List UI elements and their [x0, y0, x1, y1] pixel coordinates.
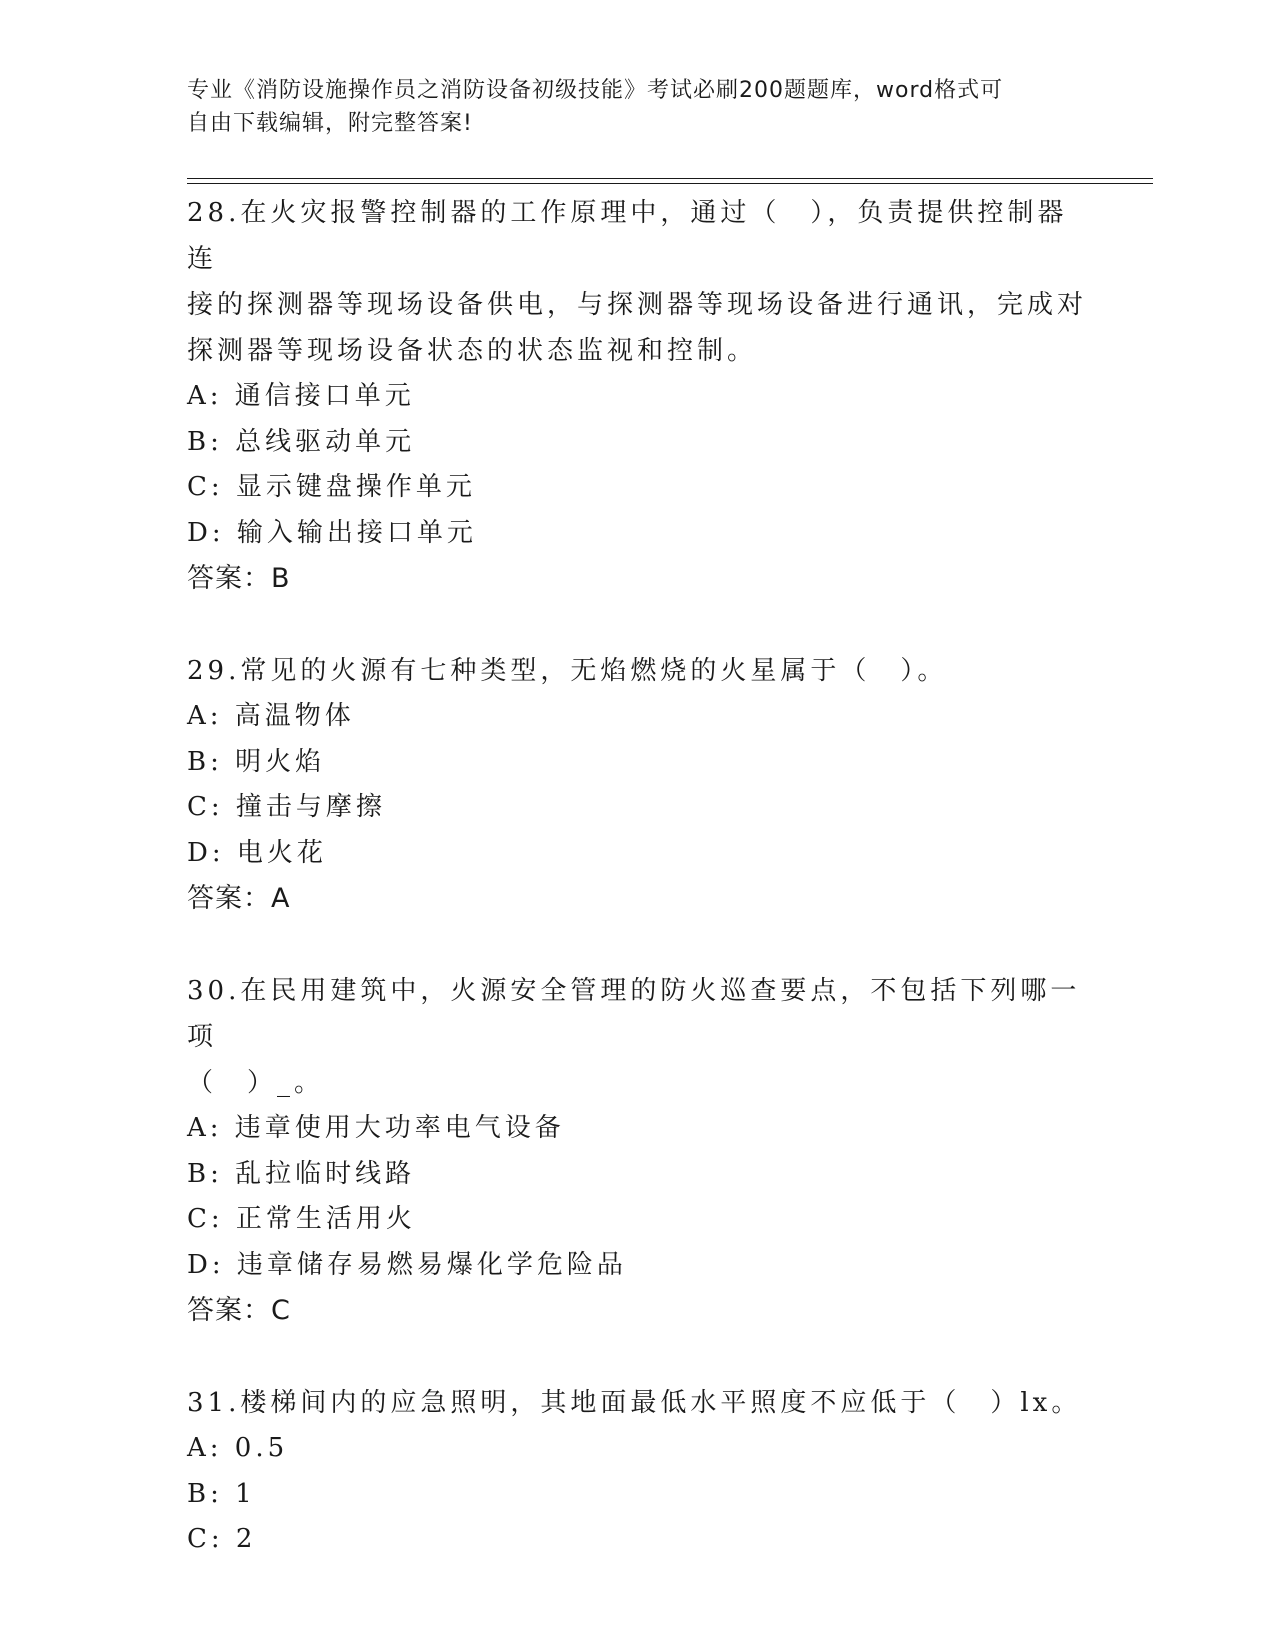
question-stem — [187, 190, 1087, 374]
answer: 答案：B — [187, 563, 291, 594]
option-c: C: 2 — [187, 1524, 257, 1554]
stem-line: 29.常见的火源有七种类型，无焰燃烧的火星属于（ ）。 — [187, 656, 948, 686]
option-d: D: 电火花 — [187, 837, 327, 868]
option-d: D: 输入输出接口单元 — [187, 517, 477, 548]
header-divider-bottom — [187, 183, 1153, 184]
stem-line: 28.在火灾报警控制器的工作原理中，通过（ ），负责提供控制器连 — [187, 198, 1068, 274]
option-a: A: 高温物体 — [187, 701, 355, 731]
option-b: B: 1 — [187, 1478, 256, 1509]
question-28 — [187, 190, 1087, 602]
option-c: C: 撞击与摩擦 — [187, 792, 386, 822]
option-b: B: 乱拉临时线路 — [187, 1158, 416, 1189]
question-stem — [187, 1380, 1087, 1426]
question-31 — [187, 1380, 1087, 1563]
option-c: C: 显示键盘操作单元 — [187, 472, 476, 502]
header-line-2: 自由下载编辑，附完整答案! — [187, 111, 473, 136]
stem-line: （ ）_。 — [187, 1068, 325, 1098]
answer: 答案：A — [187, 883, 291, 914]
option-a: A: 0.5 — [187, 1433, 289, 1463]
option-b: B: 总线驱动单元 — [187, 426, 416, 457]
question-30 — [187, 968, 1087, 1334]
stem-line: 接的探测器等现场设备供电，与探测器等现场设备进行通讯，完成对 — [187, 290, 1088, 320]
option-d: D: 违章储存易燃易爆化学危险品 — [187, 1249, 627, 1280]
stem-line: 31.楼梯间内的应急照明，其地面最低水平照度不应低于（ ）lx。 — [187, 1388, 1082, 1418]
option-c: C: 正常生活用火 — [187, 1204, 416, 1234]
question-stem — [187, 648, 1087, 694]
question-list — [187, 190, 1087, 1563]
stem-line: 30.在民用建筑中，火源安全管理的防火巡查要点，不包括下列哪一项 — [187, 976, 1081, 1052]
header-line-1: 专业《消防设施操作员之消防设备初级技能》考试必刷200题题库，word格式可 — [187, 78, 1004, 103]
question-stem — [187, 968, 1087, 1106]
stem-line: 探测器等现场设备状态的状态监视和控制。 — [187, 336, 758, 366]
option-a: A: 违章使用大功率电气设备 — [187, 1113, 565, 1143]
option-a: A: 通信接口单元 — [187, 381, 415, 411]
header-divider-top — [187, 178, 1153, 179]
option-b: B: 明火焰 — [187, 746, 326, 777]
answer: 答案：C — [187, 1295, 291, 1326]
document-header — [187, 74, 1067, 140]
question-29 — [187, 648, 1087, 922]
